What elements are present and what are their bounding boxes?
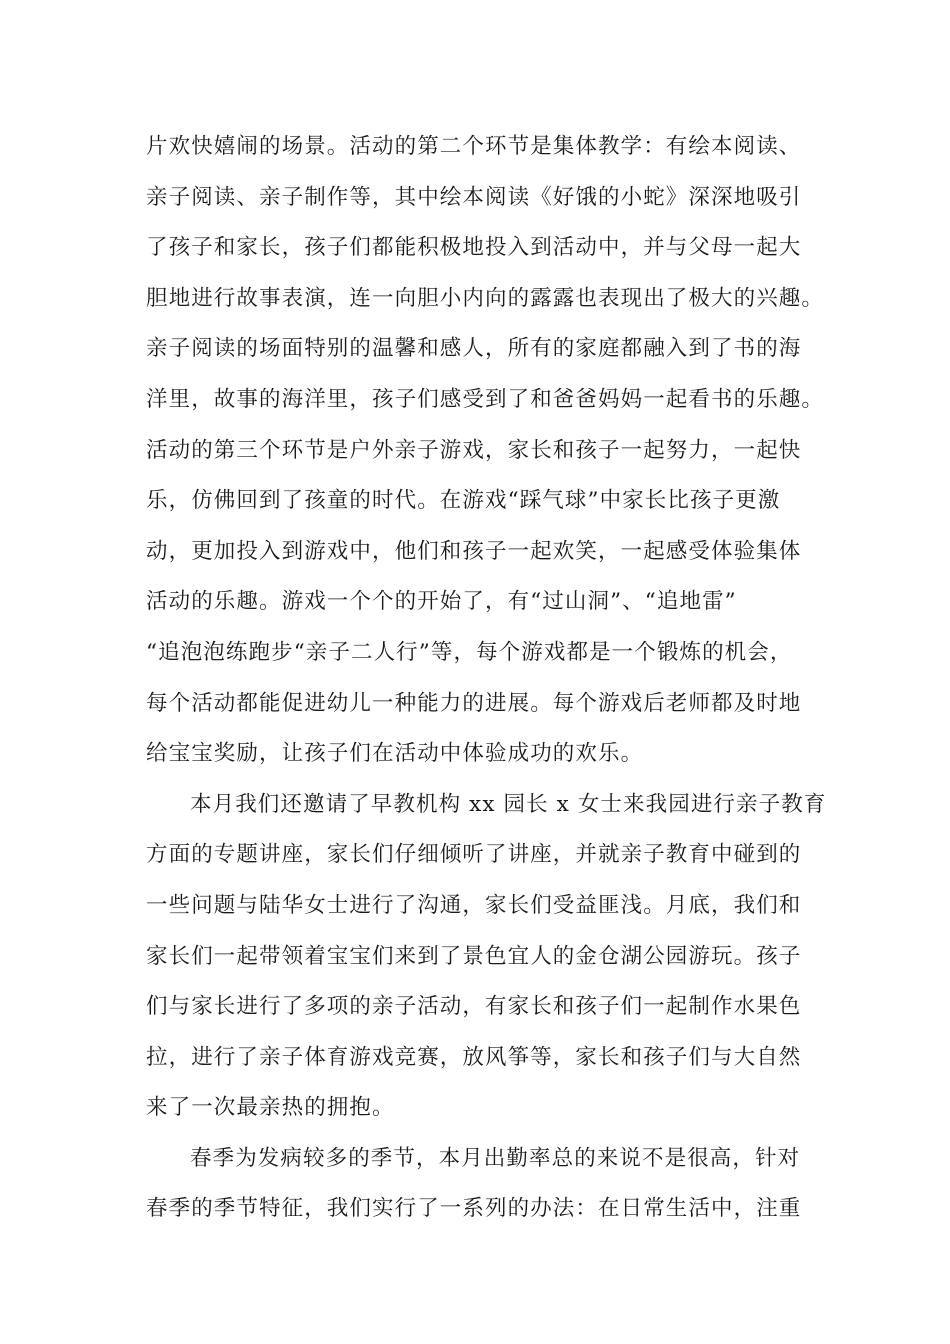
text-line: 活动的第三个环节是户外亲子游戏，家长和孩子一起努力，一起快 <box>146 437 802 463</box>
text-line: 来了一次最亲热的拥抱。 <box>146 1095 395 1121</box>
text-line: 片欢快嬉闹的场景。活动的第二个环节是集体教学：有绘本阅读、 <box>146 134 802 159</box>
text-line: 方面的专题讲座，家长们仔细倾听了讲座，并就亲子教育中碰到的 <box>146 842 802 868</box>
text-line: 亲子阅读、亲子制作等，其中绘本阅读《好饿的小蛇》深深地吸引 <box>146 184 802 210</box>
text-line: “追泡泡练跑步“亲子二人行”等，每个游戏都是一个锻炼的机会， <box>146 639 793 665</box>
paragraph-start-line: 本月我们还邀请了早教机构 xx 园长 x 女士来我园进行亲子教育 <box>190 791 827 817</box>
text-line: 乐，仿佛回到了孩童的时代。在游戏“踩气球”中家长比孩子更激 <box>146 488 781 514</box>
text-line: 给宝宝奖励，让孩子们在活动中体验成功的欢乐。 <box>146 741 644 767</box>
text-line: 每个活动都能促进幼儿一种能力的进展。每个游戏后老师都及时地 <box>146 690 802 716</box>
text-line: 洋里，故事的海洋里，孩子们感受到了和爸爸妈妈一起看书的乐趣。 <box>146 386 825 412</box>
text-line: 家长们一起带领着宝宝们来到了景色宜人的金仓湖公园游玩。孩子 <box>146 943 802 969</box>
text-line: 拉，进行了亲子体育游戏竞赛，放风筝等，家长和孩子们与大自然 <box>146 1044 802 1070</box>
body-text <box>146 128 826 1241</box>
text-line: 动，更加投入到游戏中，他们和孩子一起欢笑，一起感受体验集体 <box>146 538 802 564</box>
text-line: 一些问题与陆华女士进行了沟通，家长们受益匪浅。月底，我们和 <box>146 892 802 918</box>
paragraph-start-line: 春季为发病较多的季节，本月出勤率总的来说不是很高，针对 <box>190 1145 801 1171</box>
text-line: 们与家长进行了多项的亲子活动，有家长和孩子们一起制作水果色 <box>146 994 802 1020</box>
text-line: 了孩子和家长，孩子们都能积极地投入到活动中，并与父母一起大 <box>146 235 802 261</box>
text-line: 春季的季节特征，我们实行了一系列的办法：在日常生活中，注重 <box>146 1196 802 1222</box>
text-line: 亲子阅读的场面特别的温馨和感人，所有的家庭都融入到了书的海 <box>146 336 802 362</box>
text-line: 活动的乐趣。游戏一个个的开始了，有“过山洞”、“追地雷” <box>146 589 737 615</box>
text-line: 胆地进行故事表演，连一向胆小内向的露露也表现出了极大的兴趣。 <box>146 285 825 311</box>
